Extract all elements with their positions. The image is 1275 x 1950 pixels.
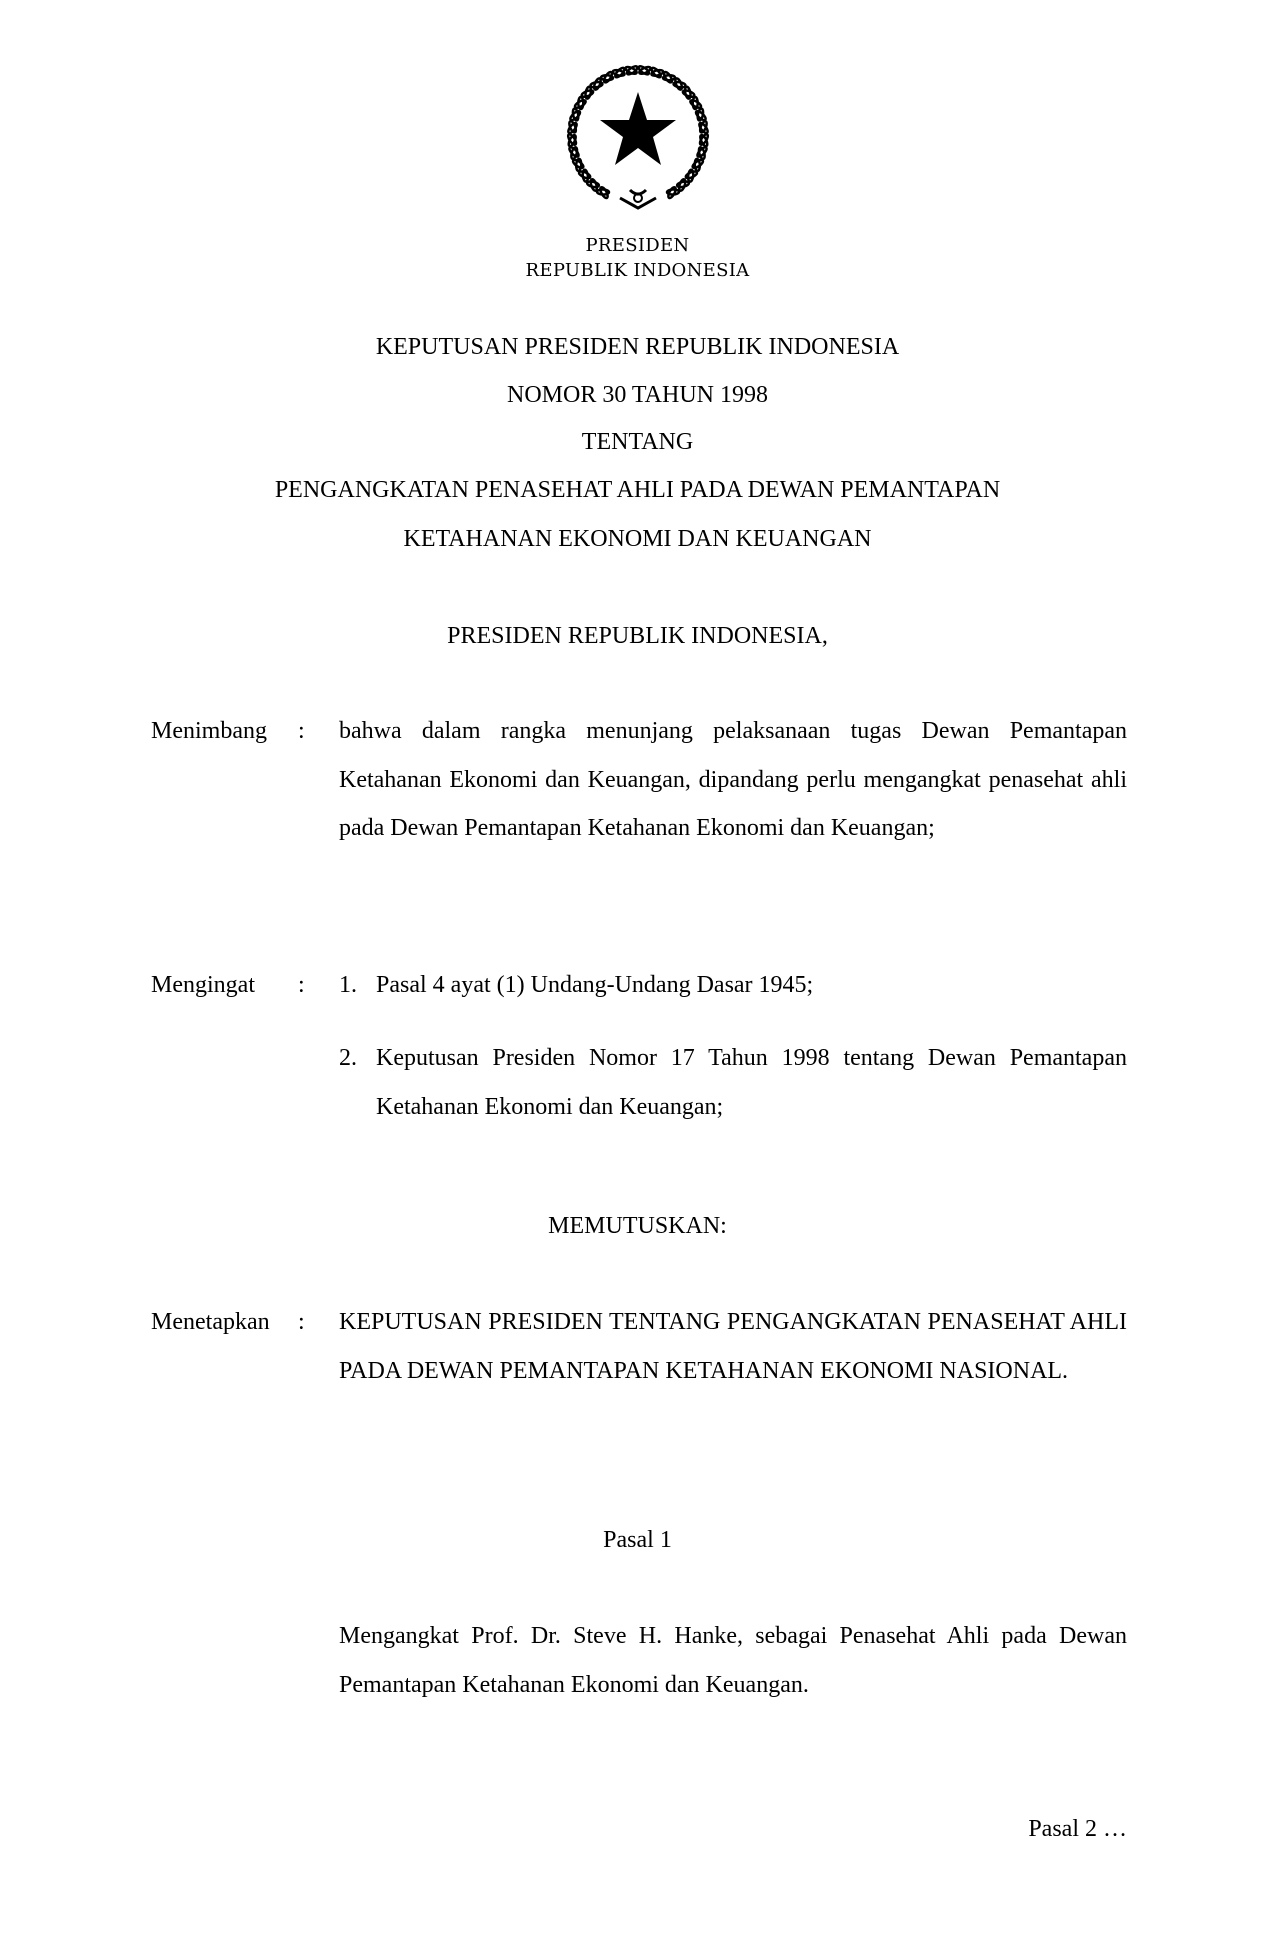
- pasal-1-text: Mengangkat Prof. Dr. Steve H. Hanke, sebagai Penasehat Ahli pada Dewan Pemantapan Ketahanan Ekonomi dan Keuangan.: [339, 1623, 1127, 1698]
- decree-subject-line2: KETAHANAN EKONOMI DAN KEUANGAN: [403, 526, 872, 552]
- decree-number: NOMOR 30 TAHUN 1998: [507, 382, 768, 408]
- menetapkan-colon: :: [298, 1309, 305, 1335]
- memutuskan-heading: MEMUTUSKAN:: [548, 1213, 727, 1239]
- next-page-indicator: Pasal 2 …: [1028, 1816, 1127, 1842]
- mengingat-colon: :: [298, 972, 305, 998]
- menimbang-colon: :: [298, 718, 305, 744]
- menetapkan-label: Menetapkan: [151, 1309, 270, 1335]
- star-wreath-icon: [560, 58, 716, 218]
- mengingat-item-1-text: Pasal 4 ayat (1) Undang-Undang Dasar 1945;: [376, 972, 814, 998]
- presidential-emblem: [560, 58, 716, 218]
- letterhead-line2: REPUBLIK INDONESIA: [525, 260, 750, 281]
- menimbang-label: Menimbang: [151, 718, 267, 744]
- letterhead-line1: PRESIDEN: [585, 235, 690, 256]
- menimbang-text: bahwa dalam rangka menunjang pelaksanaan tugas Dewan Pemantapan Ketahanan Ekonomi dan Keuangan, dipandang perlu mengangkat penasehat ahli pada Dewan Pemantapan Ketahanan Ekonomi dan Keuangan;: [339, 718, 1127, 841]
- mengingat-item-1-number: 1.: [339, 972, 357, 998]
- pasal-1-heading: Pasal 1: [603, 1527, 672, 1553]
- decree-subject-line1: PENGANGKATAN PENASEHAT AHLI PADA DEWAN PEMANTAPAN: [274, 477, 1001, 503]
- mengingat-item-2-number: 2.: [339, 1045, 357, 1071]
- menetapkan-text: KEPUTUSAN PRESIDEN TENTANG PENGANGKATAN PENASEHAT AHLI PADA DEWAN PEMANTAPAN KETAHANAN EKONOMI NASIONAL.: [339, 1309, 1127, 1384]
- mengingat-label: Mengingat: [151, 972, 255, 998]
- decree-tentang: TENTANG: [581, 429, 694, 455]
- decree-title: KEPUTUSAN PRESIDEN REPUBLIK INDONESIA: [375, 334, 900, 360]
- preamble: PRESIDEN REPUBLIK INDONESIA,: [447, 623, 828, 649]
- mengingat-item-2-text: Keputusan Presiden Nomor 17 Tahun 1998 tentang Dewan Pemantapan Ketahanan Ekonomi dan Keuangan;: [376, 1045, 1127, 1120]
